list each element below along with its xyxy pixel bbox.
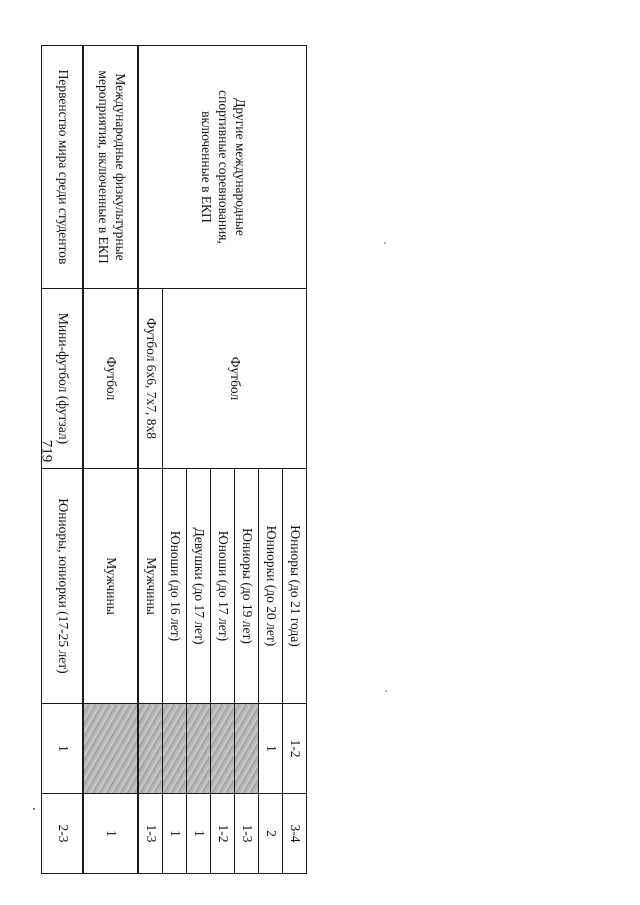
group-cell: Мужчины <box>139 469 163 704</box>
discipline-other-cell <box>139 46 307 289</box>
sport-football-cell: Футбол <box>163 289 307 469</box>
sport-cell: Футбол <box>84 289 139 469</box>
rotated-table-frame <box>55 45 307 873</box>
group-cell: Юноши (до 16 лет) <box>163 469 187 704</box>
discipline-events-line-1: Международные физкультурные <box>112 73 128 261</box>
places-cell: 1-2 <box>211 794 235 874</box>
places-cell: 1-3 <box>139 794 163 874</box>
range-cell: 1-2 <box>283 704 307 794</box>
shaded-cell <box>163 704 187 794</box>
qualification-table <box>41 45 307 874</box>
places-cell: 2-3 <box>42 794 84 874</box>
places-cell: 1 <box>163 794 187 874</box>
scan-speck <box>384 242 386 244</box>
sport-cell: Мини-футбол (футзал) <box>42 289 84 469</box>
places-cell: 3-4 <box>283 794 307 874</box>
discipline-students-cell: Первенство мира среди студентов <box>42 46 84 289</box>
places-cell: 1-3 <box>235 794 259 874</box>
discipline-events-line-2: мероприятия, включенные в ЕКП <box>96 70 111 264</box>
discipline-other-line-2: спортивные соревнования, <box>216 90 232 244</box>
range-cell: 1 <box>259 704 283 794</box>
shaded-cell <box>211 704 235 794</box>
discipline-other-line-3: включенные в ЕКП <box>199 111 215 223</box>
group-cell: Юниоры, юниорки (17-25 лет) <box>42 469 84 704</box>
scan-speck <box>385 690 387 692</box>
group-cell: Юниоры (до 21 года) <box>283 469 307 704</box>
group-cell: Юноши (до 17 лет) <box>211 469 235 704</box>
places-cell: 2 <box>259 794 283 874</box>
page-number: 719 <box>38 439 55 463</box>
places-cell: 1 <box>187 794 211 874</box>
discipline-other-line-1: Другие международные <box>233 98 249 236</box>
range-cell: 1 <box>42 704 84 794</box>
group-cell: Мужчины <box>84 469 139 704</box>
group-cell: Юниоры (до 19 лет) <box>235 469 259 704</box>
variant-sport-cell: Футбол 6x6, 7x7, 8x8 <box>139 289 163 469</box>
group-cell: Юниорки (до 20 лет) <box>259 469 283 704</box>
shaded-cell <box>187 704 211 794</box>
group-cell: Девушки (до 17 лет) <box>187 469 211 704</box>
scan-speck <box>33 808 35 810</box>
shaded-cell <box>235 704 259 794</box>
shaded-cell <box>139 704 163 794</box>
discipline-events-cell <box>84 46 139 289</box>
places-cell: 1 <box>84 794 139 874</box>
shaded-cell <box>84 704 139 794</box>
